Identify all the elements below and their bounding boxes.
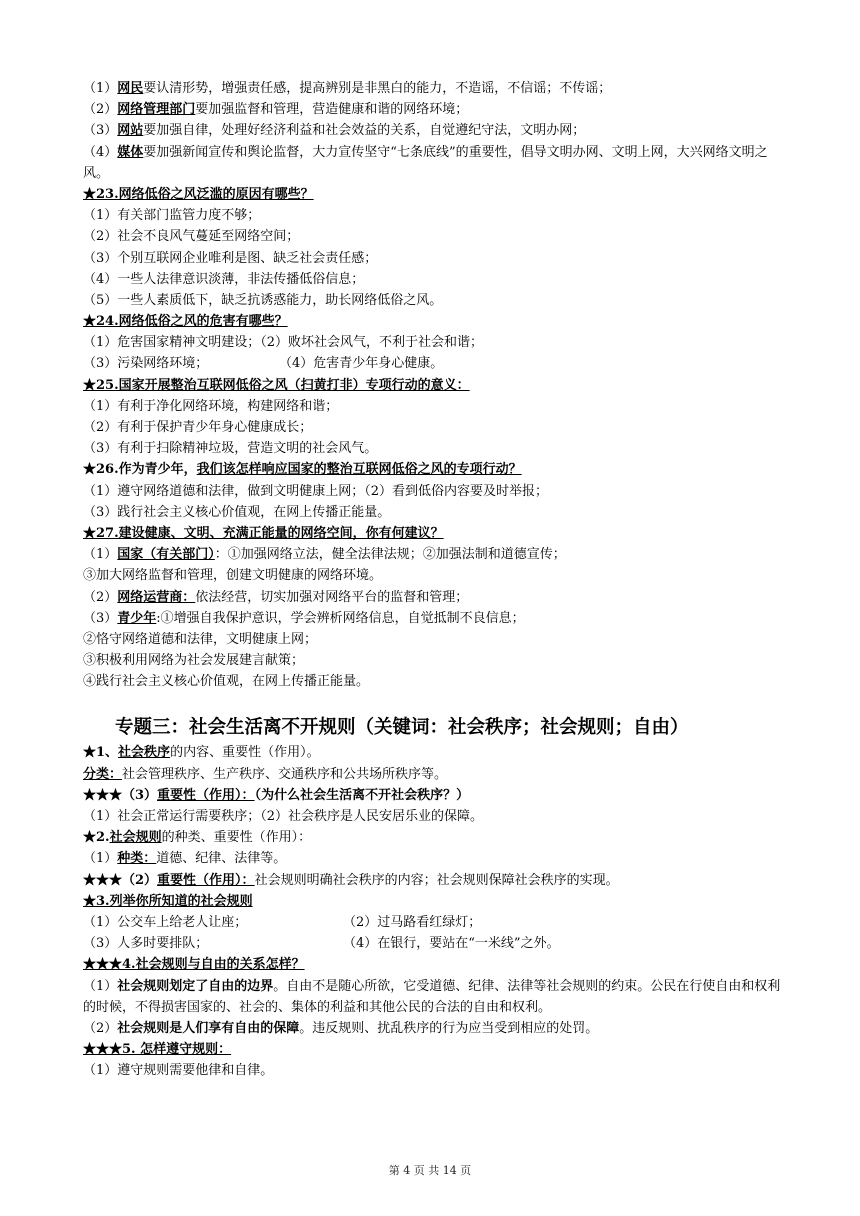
line-network-admin: （2）网络管理部门要加强监督和管理，营造健康和谐的网络环境； <box>83 102 469 118</box>
line-media: （4）媒体要加强新闻宣传和舆论监督，大力宣传坚守“七条底线”的重要性，倡导文明办网、文明上网，大兴网络文明之风。 <box>83 144 768 181</box>
q23-item: （5）一些人素质低下，缺乏抗诱惑能力，助长网络低俗之风。 <box>83 292 443 308</box>
s3-title: ★3.列举你所知道的社会规则 <box>83 893 253 909</box>
q26-item: （1）遵守网络道德和法律，做到文明健康上网；（2）看到低俗内容要及时举报； <box>83 483 549 499</box>
question-27-title: ★27.建设健康、文明、充满正能量的网络空间，你有何建议？ <box>83 525 444 541</box>
s3-row: （1）公交车上给老人让座； （2）过马路看红绿灯； <box>83 914 482 930</box>
q27-youth: （3）青少年:①增强自我保护意识，学会辨析网络信息，自觉抵制不良信息； <box>83 610 525 626</box>
s4-para-2: （2）社会规则是人们享有自由的保障。违反规则、扰乱秩序的行为应当受到相应的处罚。 <box>83 1020 599 1036</box>
question-26-title: ★26.作为青少年，我们该怎样响应国家的整治互联网低俗之风的专项行动？ <box>83 462 522 478</box>
q27-state: （1）国家（有关部门）：①加强网络立法，健全法律法规；②加强法制和道德宣传； <box>83 547 566 563</box>
q27-youth-item: ④践行社会主义核心价值观，在网上传播正能量。 <box>83 674 370 690</box>
s5-item: （1）遵守规则需要他律和自律。 <box>83 1063 274 1079</box>
question-25-title: ★25.国家开展整治互联网低俗之风（扫黄打非）专项行动的意义： <box>83 377 470 393</box>
q24-row: （3）污染网络环境； （4）危害青少年身心健康。 <box>83 356 444 372</box>
question-24-title: ★24.网络低俗之风的危害有哪些？ <box>83 314 288 330</box>
q25-item: （3）有利于扫除精神垃圾，营造文明的社会风气。 <box>83 441 378 457</box>
q25-item: （1）有利于净化网络环境，构建网络和谐； <box>83 398 339 414</box>
q27-youth-item: ③积极利用网络为社会发展建言献策； <box>83 653 305 669</box>
s4-para-1: （1）社会规则划定了自由的边界。自由不是随心所欲，它受道德、纪律、法律等社会规则的约束。公民在行使自由和权利的时候，不得损害国家的、社会的、集体的利益和其他公民的合法的自由和权利。 <box>83 978 781 1015</box>
q27-state-cont: ③加大网络监督和管理，创建文明健康的网络环境。 <box>83 568 383 584</box>
s1-classification: 分类：社会管理秩序、生产秩序、交通秩序和公共场所秩序等。 <box>83 766 448 782</box>
s1-importance-items: （1）社会正常运行需要秩序；（2）社会秩序是人民安居乐业的保障。 <box>83 809 484 825</box>
line-website: （3）网站要加强自律，处理好经济利益和社会效益的关系，自觉遵纪守法，文明办网； <box>83 123 586 139</box>
s4-title: ★★★4.社会规则与自由的关系怎样？ <box>83 957 305 973</box>
topic-3-heading: 专题三：社会生活离不开规则（关键词：社会秩序；社会规则；自由） <box>115 717 689 739</box>
s1-importance: ★★★（3）重要性（作用）：（为什么社会生活离不开社会秩序？） <box>83 787 470 803</box>
s5-title: ★★★5. 怎样遵守规则： <box>83 1042 232 1058</box>
s2-importance: ★★★（2）重要性（作用）：社会规则明确社会秩序的内容；社会规则保障社会秩序的实现。 <box>83 872 619 888</box>
q27-youth-item: ②恪守网络道德和法律，文明健康上网； <box>83 631 318 647</box>
q25-item: （2）有利于保护青少年身心健康成长； <box>83 420 313 436</box>
q23-item: （1）有关部门监管力度不够； <box>83 208 261 224</box>
document-body <box>83 78 783 1082</box>
s2-types: （1）种类：道德、纪律、法律等。 <box>83 851 287 867</box>
question-23-title: ★23.网络低俗之风泛滥的原因有哪些？ <box>83 186 314 202</box>
q24-row: （1）危害国家精神文明建设；（2）败坏社会风气，不利于社会和谐； <box>83 335 484 351</box>
q23-item: （4）一些人法律意识淡薄，非法传播低俗信息； <box>83 271 365 287</box>
s3-row: （3）人多时要排队； （4）在银行，要站在“一米线”之外。 <box>83 936 560 952</box>
s2-title: ★2.社会规则的种类、重要性（作用）： <box>83 830 312 846</box>
s1-title: ★1、社会秩序的内容、重要性（作用）。 <box>83 745 320 761</box>
q26-item: （3）践行社会主义核心价值观，在网上传播正能量。 <box>83 504 391 520</box>
line-netizen: （1）网民要认清形势，增强责任感，提高辨别是非黑白的能力，不造谣，不信谣；不传谣； <box>83 81 612 96</box>
q23-item: （2）社会不良风气蔓延至网络空间； <box>83 229 300 245</box>
q27-operator: （2）网络运营商：依法经营，切实加强对网络平台的监督和管理； <box>83 589 469 605</box>
q23-item: （3）个别互联网企业唯利是图、缺乏社会责任感； <box>83 250 378 266</box>
page-footer: 第 4 页 共 14 页 <box>388 1164 472 1177</box>
